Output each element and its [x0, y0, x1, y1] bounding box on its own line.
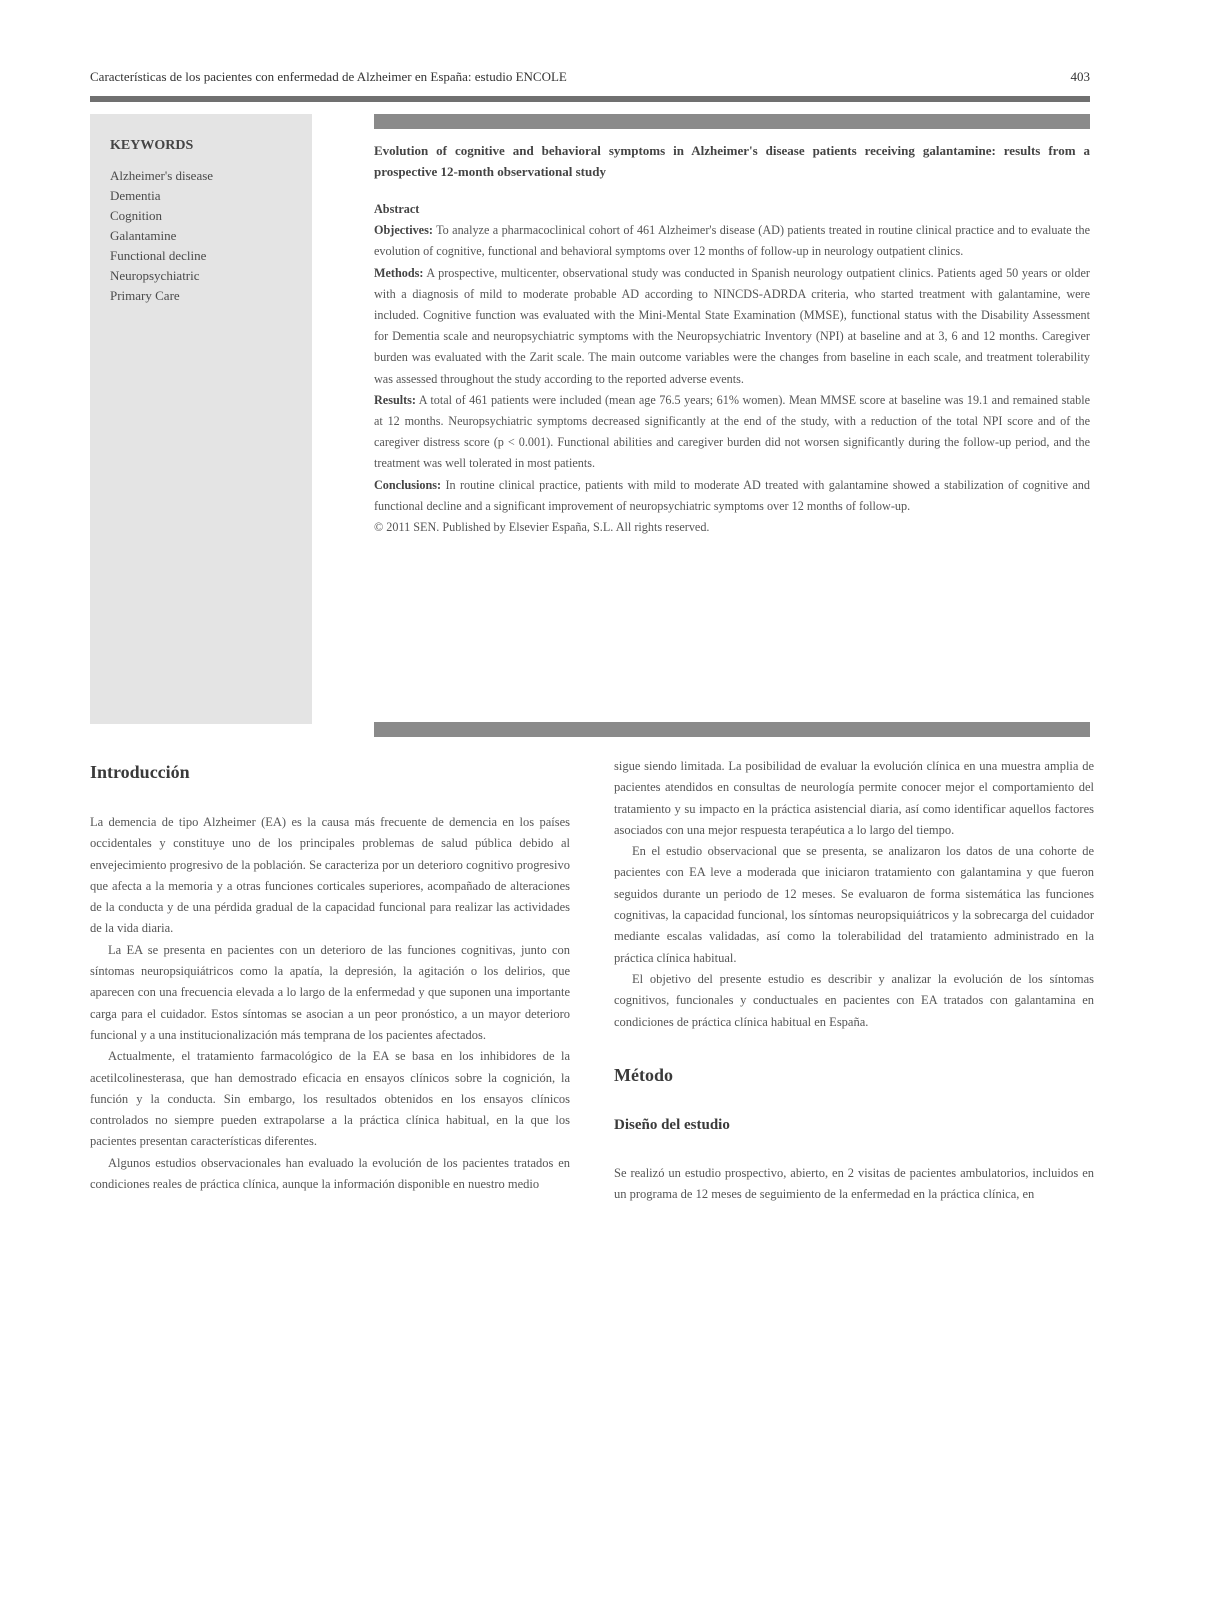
body-paragraph: Se realizó un estudio prospectivo, abierto, en 2 visitas de pacientes ambulatorios, incluidos en un programa de 12 meses de seguimiento de la enfermedad en la práctica clínica, en	[614, 1165, 1094, 1202]
body-paragraph: sigue siendo limitada. La posibilidad de evaluar la evolución clínica en una muestra amplia de pacientes atendidos en consultas de neurología permite conocer mejor el comportamiento del tratamiento y su impacto en la práctica asistencial diaria, así como identificar aquellos factores asociados con una mejor respuesta terapéutica a lo largo del tiempo.	[614, 759, 1094, 837]
methods-heading: Método	[614, 1064, 673, 1085]
methods-text: A prospective, multicenter, observational study was conducted in Spanish neurology outpatient clinics. Patients aged 50 years or older with a diagnosis of mild to moderate probable AD according to NINCDS-ADRDA criteria, who started treatment with galantamine, were included. Cognitive function was evaluated with the Mini-Mental State Examination (MMSE), functional status with the Disability Assessment for Dementia scale and neuropsychiatric symptoms with the Neuropsychiatric Inventory (NPI) at baseline and at 3, 6 and 12 months. Caregiver burden was evaluated with the Zarit scale. The main outcome variables were the changes from baseline in each scale, and treatment tolerability was assessed throughout the study according to the reported adverse events.	[374, 265, 1090, 386]
body-paragraph: Actualmente, el tratamiento farmacológico de la EA se basa en los inhibidores de la acetilcolinesterasa, que han demostrado eficacia en ensayos clínicos sobre la cognición, la función y la conducta. Sin embargo, los resultados obtenidos en los ensayos clínicos controlados no siempre pueden extrapolarse a la práctica clínica habitual, en la que los pacientes presentan características diferentes.	[90, 1049, 570, 1149]
results-text: A total of 461 patients were included (mean age 76.5 years; 61% women). Mean MMSE score at baseline was 19.1 and remained stable at 12 months. Neuropsychiatric symptoms decreased significantly at the end of the study, with a reduction of the total NPI score and of the caregiver distress score (p < 0.001). Functional abilities and caregiver burden did not worsen significantly during the follow-up period, and the treatment was well tolerated in most patients.	[374, 392, 1091, 471]
keywords-heading: KEYWORDS	[110, 138, 194, 153]
keywords-list	[110, 166, 213, 306]
body-paragraph: En el estudio observacional que se presenta, se analizaron los datos de una cohorte de pacientes con EA leve a moderada que iniciaron tratamiento con galantamina y que fueron seguidos durante un periodo de 12 meses. Se evaluaron de forma sistemática las funciones cognitivas, la capacidad funcional, los síntomas neuropsiquiátricos y la sobrecarga del cuidador mediante escalas validadas, así como la tolerabilidad del tratamiento administrado en la práctica clínica habitual.	[614, 844, 1094, 965]
abstract-bottom-rule	[374, 722, 1090, 737]
methods-label: Methods:	[374, 265, 424, 280]
keyword-item: Galantamine	[110, 228, 177, 243]
keyword-item: Dementia	[110, 188, 161, 203]
body-left-column	[90, 760, 570, 1195]
copyright-line: © 2011 SEN. Published by Elsevier España, S.L. All rights reserved.	[374, 520, 710, 535]
running-head-title: Características de los pacientes con enfermedad de Alzheimer en España: estudio ENCOLE	[90, 69, 567, 84]
keyword-item: Alzheimer's disease	[110, 168, 214, 183]
abstract-block	[374, 140, 1090, 538]
body-right-column	[614, 756, 1094, 1205]
page-number: 403	[1070, 69, 1090, 84]
keywords-box	[90, 114, 312, 724]
conclusions-label: Conclusions:	[374, 477, 442, 492]
abstract-top-rule	[374, 114, 1090, 129]
objectives-label: Objectives:	[374, 223, 433, 238]
study-design-subheading: Diseño del estudio	[614, 1116, 730, 1133]
body-paragraph: Algunos estudios observacionales han evaluado la evolución de los pacientes tratados en condiciones reales de práctica clínica, aunque la información disponible en nuestro medio	[90, 1155, 570, 1192]
abstract-methods	[374, 263, 1090, 390]
body-paragraph: La demencia de tipo Alzheimer (EA) es la causa más frecuente de demencia en los países occidentales y constituye uno de los principales problemas de salud pública debido al envejecimiento progresivo de la población. Se caracteriza por un deterioro cognitivo progresivo que afecta a la memoria y a otras funciones corticales superiores, acompañado de alteraciones de la conducta y de una pérdida gradual de la capacidad funcional para realizar las actividades de la vida diaria.	[90, 815, 570, 936]
keyword-item: Cognition	[110, 208, 163, 223]
english-title: Evolution of cognitive and behavioral symptoms in Alzheimer's disease patients receiving galantamine: results from a prospective 12-month observational study	[374, 143, 1090, 179]
body-paragraph: La EA se presenta en pacientes con un deterioro de las funciones cognitivas, junto con síntomas neuropsiquiátricos como la apatía, la depresión, la agitación o los delirios, que aparecen con una frecuencia elevada a lo largo de la enfermedad y que suponen una importante carga para el cuidador. Estos síntomas se asocian a un peor pronóstico, a un mayor deterioro funcional y a una institucionalización más temprana de los pacientes afectados.	[90, 942, 570, 1042]
conclusions-text: In routine clinical practice, patients with mild to moderate AD treated with galantamine showed a stabilization of cognitive and functional decline and a significant improvement of neuropsychiatric symptoms over 12 months of follow-up.	[374, 477, 1090, 513]
abstract-conclusions	[374, 475, 1090, 517]
results-label: Results:	[374, 392, 416, 407]
abstract-heading: Abstract	[374, 202, 420, 216]
keyword-item: Functional decline	[110, 248, 207, 263]
keyword-item: Primary Care	[110, 288, 180, 303]
abstract-objectives	[374, 220, 1090, 262]
running-head	[90, 66, 1090, 102]
objectives-text: To analyze a pharmacoclinical cohort of 461 Alzheimer's disease (AD) patients treated in routine clinical practice and to evaluate the evolution of cognitive, functional and behavioral symptoms over 12 months of follow-up in neurology outpatient clinics.	[374, 223, 1091, 259]
abstract-results	[374, 390, 1090, 475]
keyword-item: Neuropsychiatric	[110, 268, 200, 283]
introduction-heading: Introducción	[90, 762, 190, 782]
body-paragraph: El objetivo del presente estudio es describir y analizar la evolución de los síntomas cognitivos, funcionales y conductuales en pacientes con EA tratados con galantamina en condiciones de práctica clínica habitual en España.	[614, 971, 1094, 1029]
